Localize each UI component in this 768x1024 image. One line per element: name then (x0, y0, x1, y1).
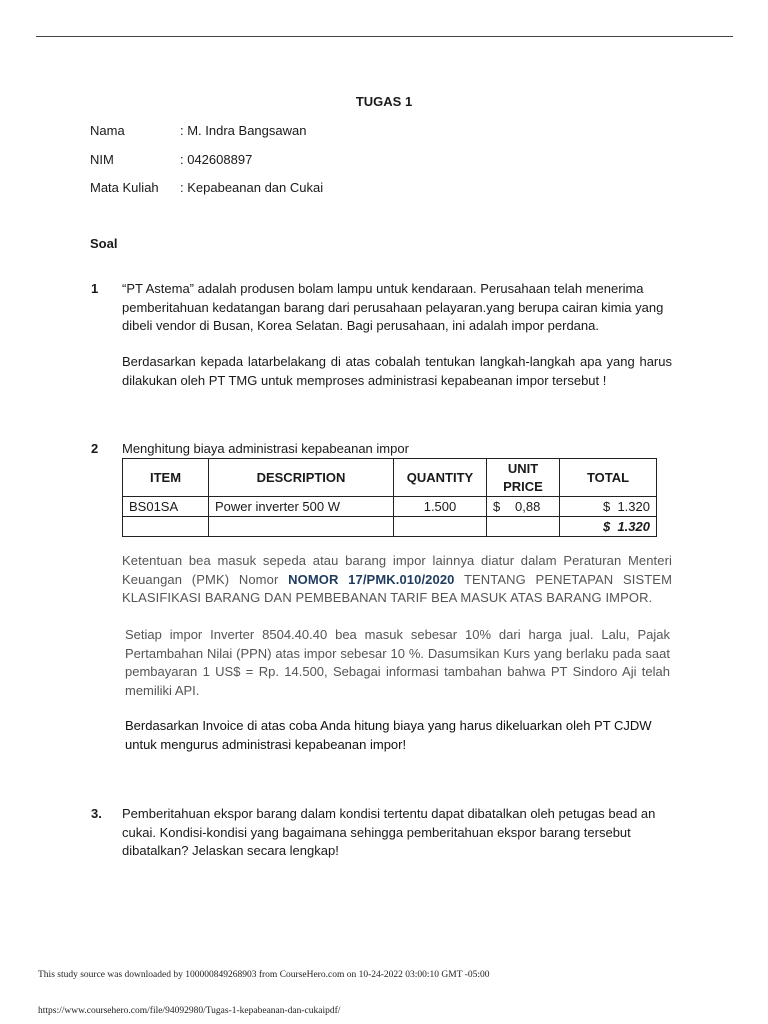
course-label: Mata Kuliah (90, 180, 159, 195)
cell-empty (209, 517, 394, 537)
soal-heading: Soal (90, 236, 118, 251)
header-item: ITEM (123, 459, 209, 497)
header-total: TOTAL (560, 459, 657, 497)
header-quantity: QUANTITY (394, 459, 487, 497)
question-3-number: 3. (91, 806, 102, 821)
cell-description: Power inverter 500 W (209, 497, 394, 517)
table-row (123, 497, 657, 517)
name-value: : M. Indra Bangsawan (180, 123, 307, 138)
cell-empty (394, 517, 487, 537)
nim-value: : 042608897 (180, 152, 253, 167)
question-2-number: 2 (91, 441, 99, 456)
regulation-suffix: TENTANG PENETAPAN SISTEM KLASIFIKASI BARANG DAN PEMBEBANAN TARIF BEA MASUK ATAS BARANG IMPOR. (122, 571, 672, 605)
course-value: : Kepabeanan dan Cukai (180, 180, 324, 195)
cell-empty (123, 517, 209, 537)
question-2-heading: Menghitung biaya administrasi kepabeanan impor (122, 441, 409, 456)
source-url[interactable]: https://www.coursehero.com/file/94092980/Tugas-1-kepabeanan-dan-cukaipdf/ (38, 1006, 341, 1016)
cell-quantity: 1.500 (394, 497, 487, 517)
question-1-number: 1 (91, 281, 99, 296)
nim-label: NIM (90, 152, 114, 167)
header-unit-price: UNIT PRICE (487, 459, 560, 497)
grand-total: $ 1.320 (560, 517, 657, 537)
regulation-number: NOMOR 17/PMK.010/2020 (288, 571, 455, 587)
cell-empty (487, 517, 560, 537)
question-1-instruction: Berdasarkan kepada latarbelakang di atas cobalah tentukan langkah-langkah apa yang harus dilakukan oleh PT TMG untuk memproses administrasi kepabeanan impor tersebut ! (122, 354, 672, 388)
source-note: This study source was downloaded by 100000849268903 from CourseHero.com on 10-24-2022 03:00:10 GMT -05:00 (38, 970, 490, 980)
question-2-instruction: Berdasarkan Invoice di atas coba Anda hitung biaya yang harus dikeluarkan oleh PT CJDW untuk mengurus administrasi kepabeanan impor! (125, 718, 652, 752)
question-3-text: Pemberitahuan ekspor barang dalam kondisi tertentu dapat dibatalkan oleh petugas bead an cukai. Kondisi-kondisi yang bagaimana sehingga pemberitahuan ekspor barang tersebut dibatalkan? Jelaskan secara lengkap! (122, 806, 656, 858)
table-header-row (123, 459, 657, 497)
regulation-paragraph (122, 552, 672, 608)
header-description: DESCRIPTION (209, 459, 394, 497)
table-total-row (123, 517, 657, 537)
cell-item: BS01SA (123, 497, 209, 517)
cell-total: $ 1.320 (560, 497, 657, 517)
regulation-prefix: Ketentuan bea masuk sepeda atau barang impor lainnya diatur dalam Peraturan Menteri Keuangan (PMK) Nomor (122, 553, 672, 587)
unit-currency: $ (493, 499, 501, 514)
tax-paragraph: Setiap impor Inverter 8504.40.40 bea masuk sebesar 10% dari harga jual. Lalu, Pajak Pertambahan Nilai (PPN) atas impor sebesar 10 %. Dasumsikan Kurs yang berlaku pada saat pembayaran 1 US$ = Rp. 14.500, Sebagai informasi tambahan bahwa PT Sindoro Aji telah memiliki API. (125, 627, 670, 698)
invoice-table (122, 458, 657, 537)
unit-value: 0,88 (515, 499, 541, 514)
top-rule (36, 36, 733, 37)
name-label: Nama (90, 123, 125, 138)
question-1-text: “PT Astema” adalah produsen bolam lampu untuk kendaraan. Perusahaan telah menerima pemberitahuan kedatangan barang dari perusahaan pelayaran.yang berupa cairan kimia yang dibeli vendor di Busan, Korea Selatan. Bagi perusahaan, ini adalah impor perdana. (122, 281, 664, 333)
page-title: TUGAS 1 (355, 94, 413, 109)
cell-unit-price (487, 497, 560, 517)
